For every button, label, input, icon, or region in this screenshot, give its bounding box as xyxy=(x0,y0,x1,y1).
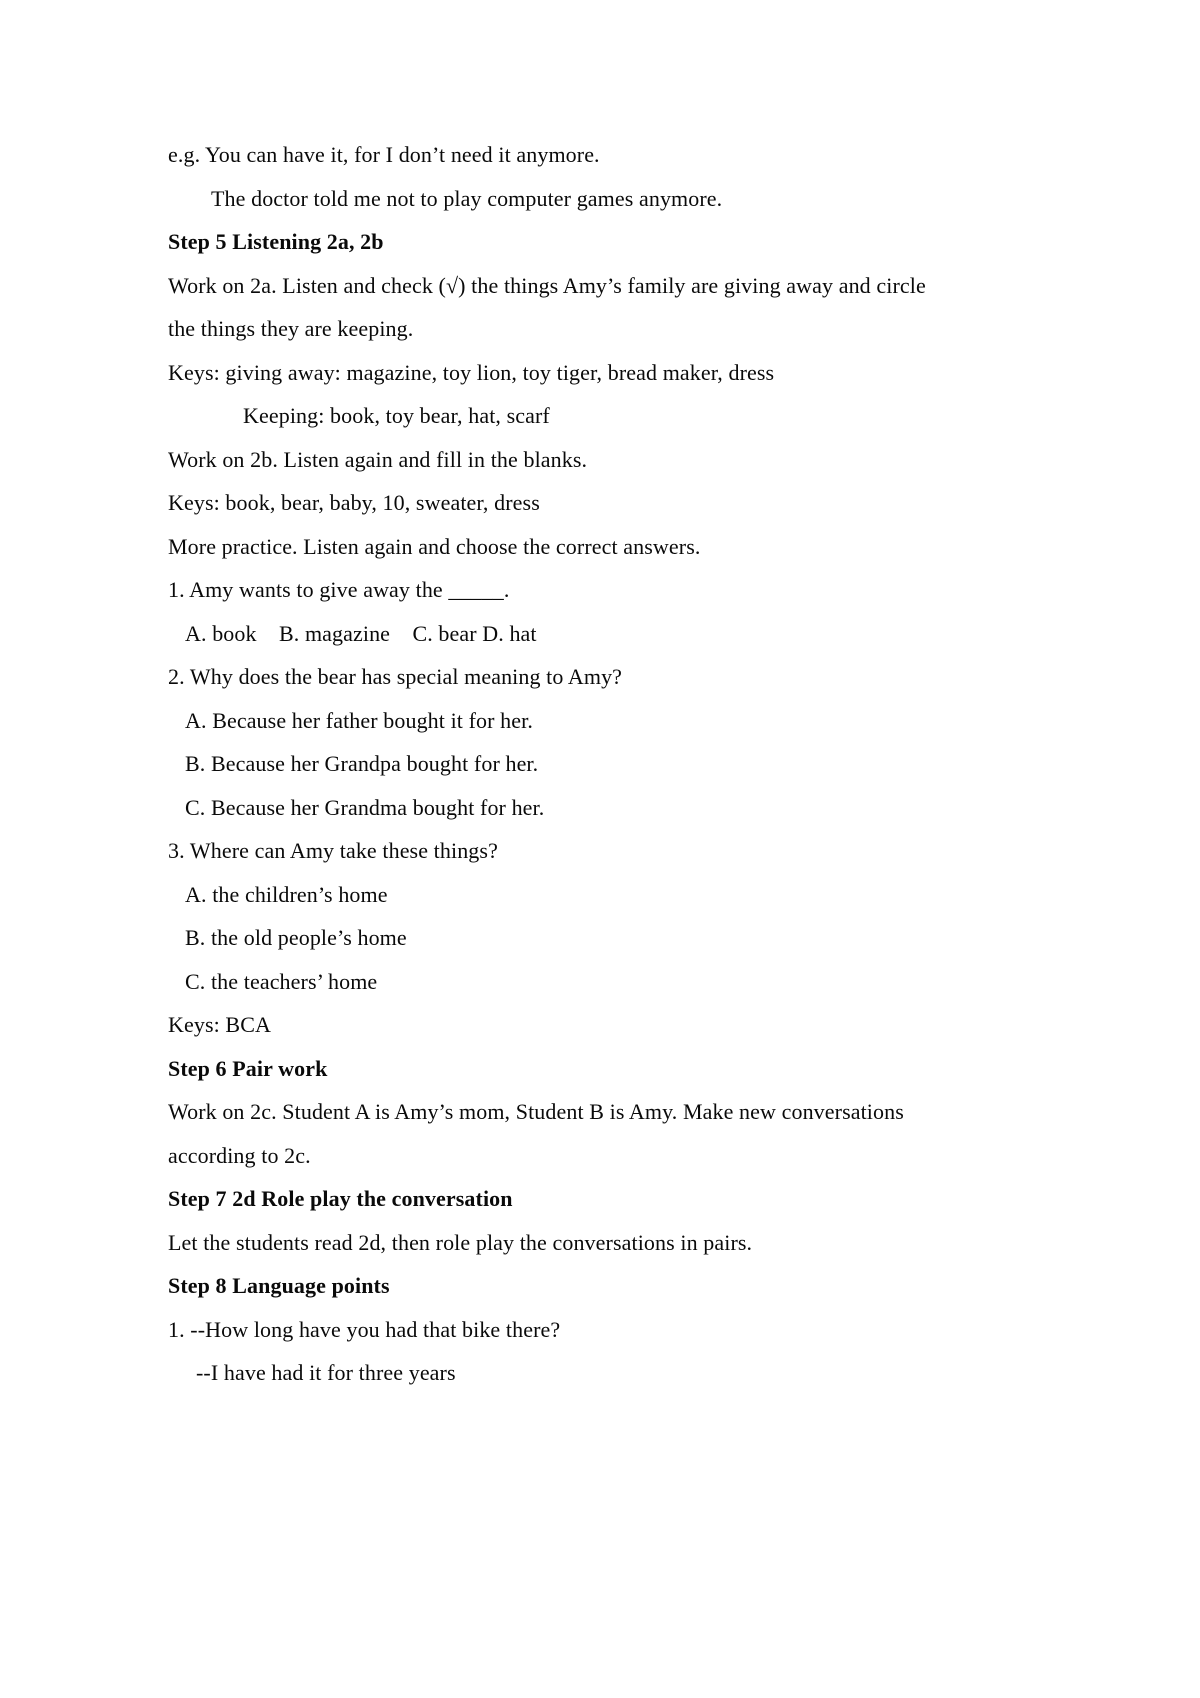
text-line: 3. Where can Amy take these things? xyxy=(168,838,498,863)
text-line: e.g. You can have it, for I don’t need it anymore. xyxy=(168,142,600,167)
text-line: More practice. Listen again and choose the correct answers. xyxy=(168,533,701,559)
text-line: Keys: book, bear, baby, 10, sweater, dress xyxy=(168,490,540,515)
heading-line: Step 8 Language points xyxy=(168,1273,390,1298)
text-line: the things they are keeping. xyxy=(168,316,414,341)
text-line: Let the students read 2d, then role play the conversations in pairs. xyxy=(168,1229,753,1255)
text-line: Work on 2b. Listen again and fill in the blanks. xyxy=(168,446,588,472)
text-line: B. Because her Grandpa bought for her. xyxy=(185,751,539,776)
text-line: B. the old people’s home xyxy=(185,925,407,950)
heading-line: Step 7 2d Role play the conversation xyxy=(168,1186,513,1211)
text-line: Keeping: book, toy bear, hat, scarf xyxy=(243,403,550,428)
text-line: A. Because her father bought it for her. xyxy=(185,707,533,733)
heading-line: Step 5 Listening 2a, 2b xyxy=(168,229,384,254)
text-line: according to 2c. xyxy=(168,1142,311,1168)
text-line: A. the children’s home xyxy=(185,881,388,907)
text-line: Work on 2a. Listen and check (√) the things Amy’s family are giving away and circle xyxy=(168,272,926,298)
text-line: --I have had it for three years xyxy=(196,1360,456,1385)
heading-line: Step 6 Pair work xyxy=(168,1055,328,1081)
text-line: Keys: BCA xyxy=(168,1012,271,1037)
text-line: 1. --How long have you had that bike there? xyxy=(168,1316,561,1342)
text-line: C. Because her Grandma bought for her. xyxy=(185,794,545,820)
text-line: A. book B. magazine C. bear D. hat xyxy=(185,620,537,646)
text-line: The doctor told me not to play computer games anymore. xyxy=(211,185,723,211)
text-line: Work on 2c. Student A is Amy’s mom, Student B is Amy. Make new conversations xyxy=(168,1099,904,1124)
text-line: 2. Why does the bear has special meaning to Amy? xyxy=(168,664,623,689)
text-line: C. the teachers’ home xyxy=(185,968,378,994)
text-line: 1. Amy wants to give away the _____. xyxy=(168,577,510,602)
text-line: Keys: giving away: magazine, toy lion, toy tiger, bread maker, dress xyxy=(168,359,775,385)
